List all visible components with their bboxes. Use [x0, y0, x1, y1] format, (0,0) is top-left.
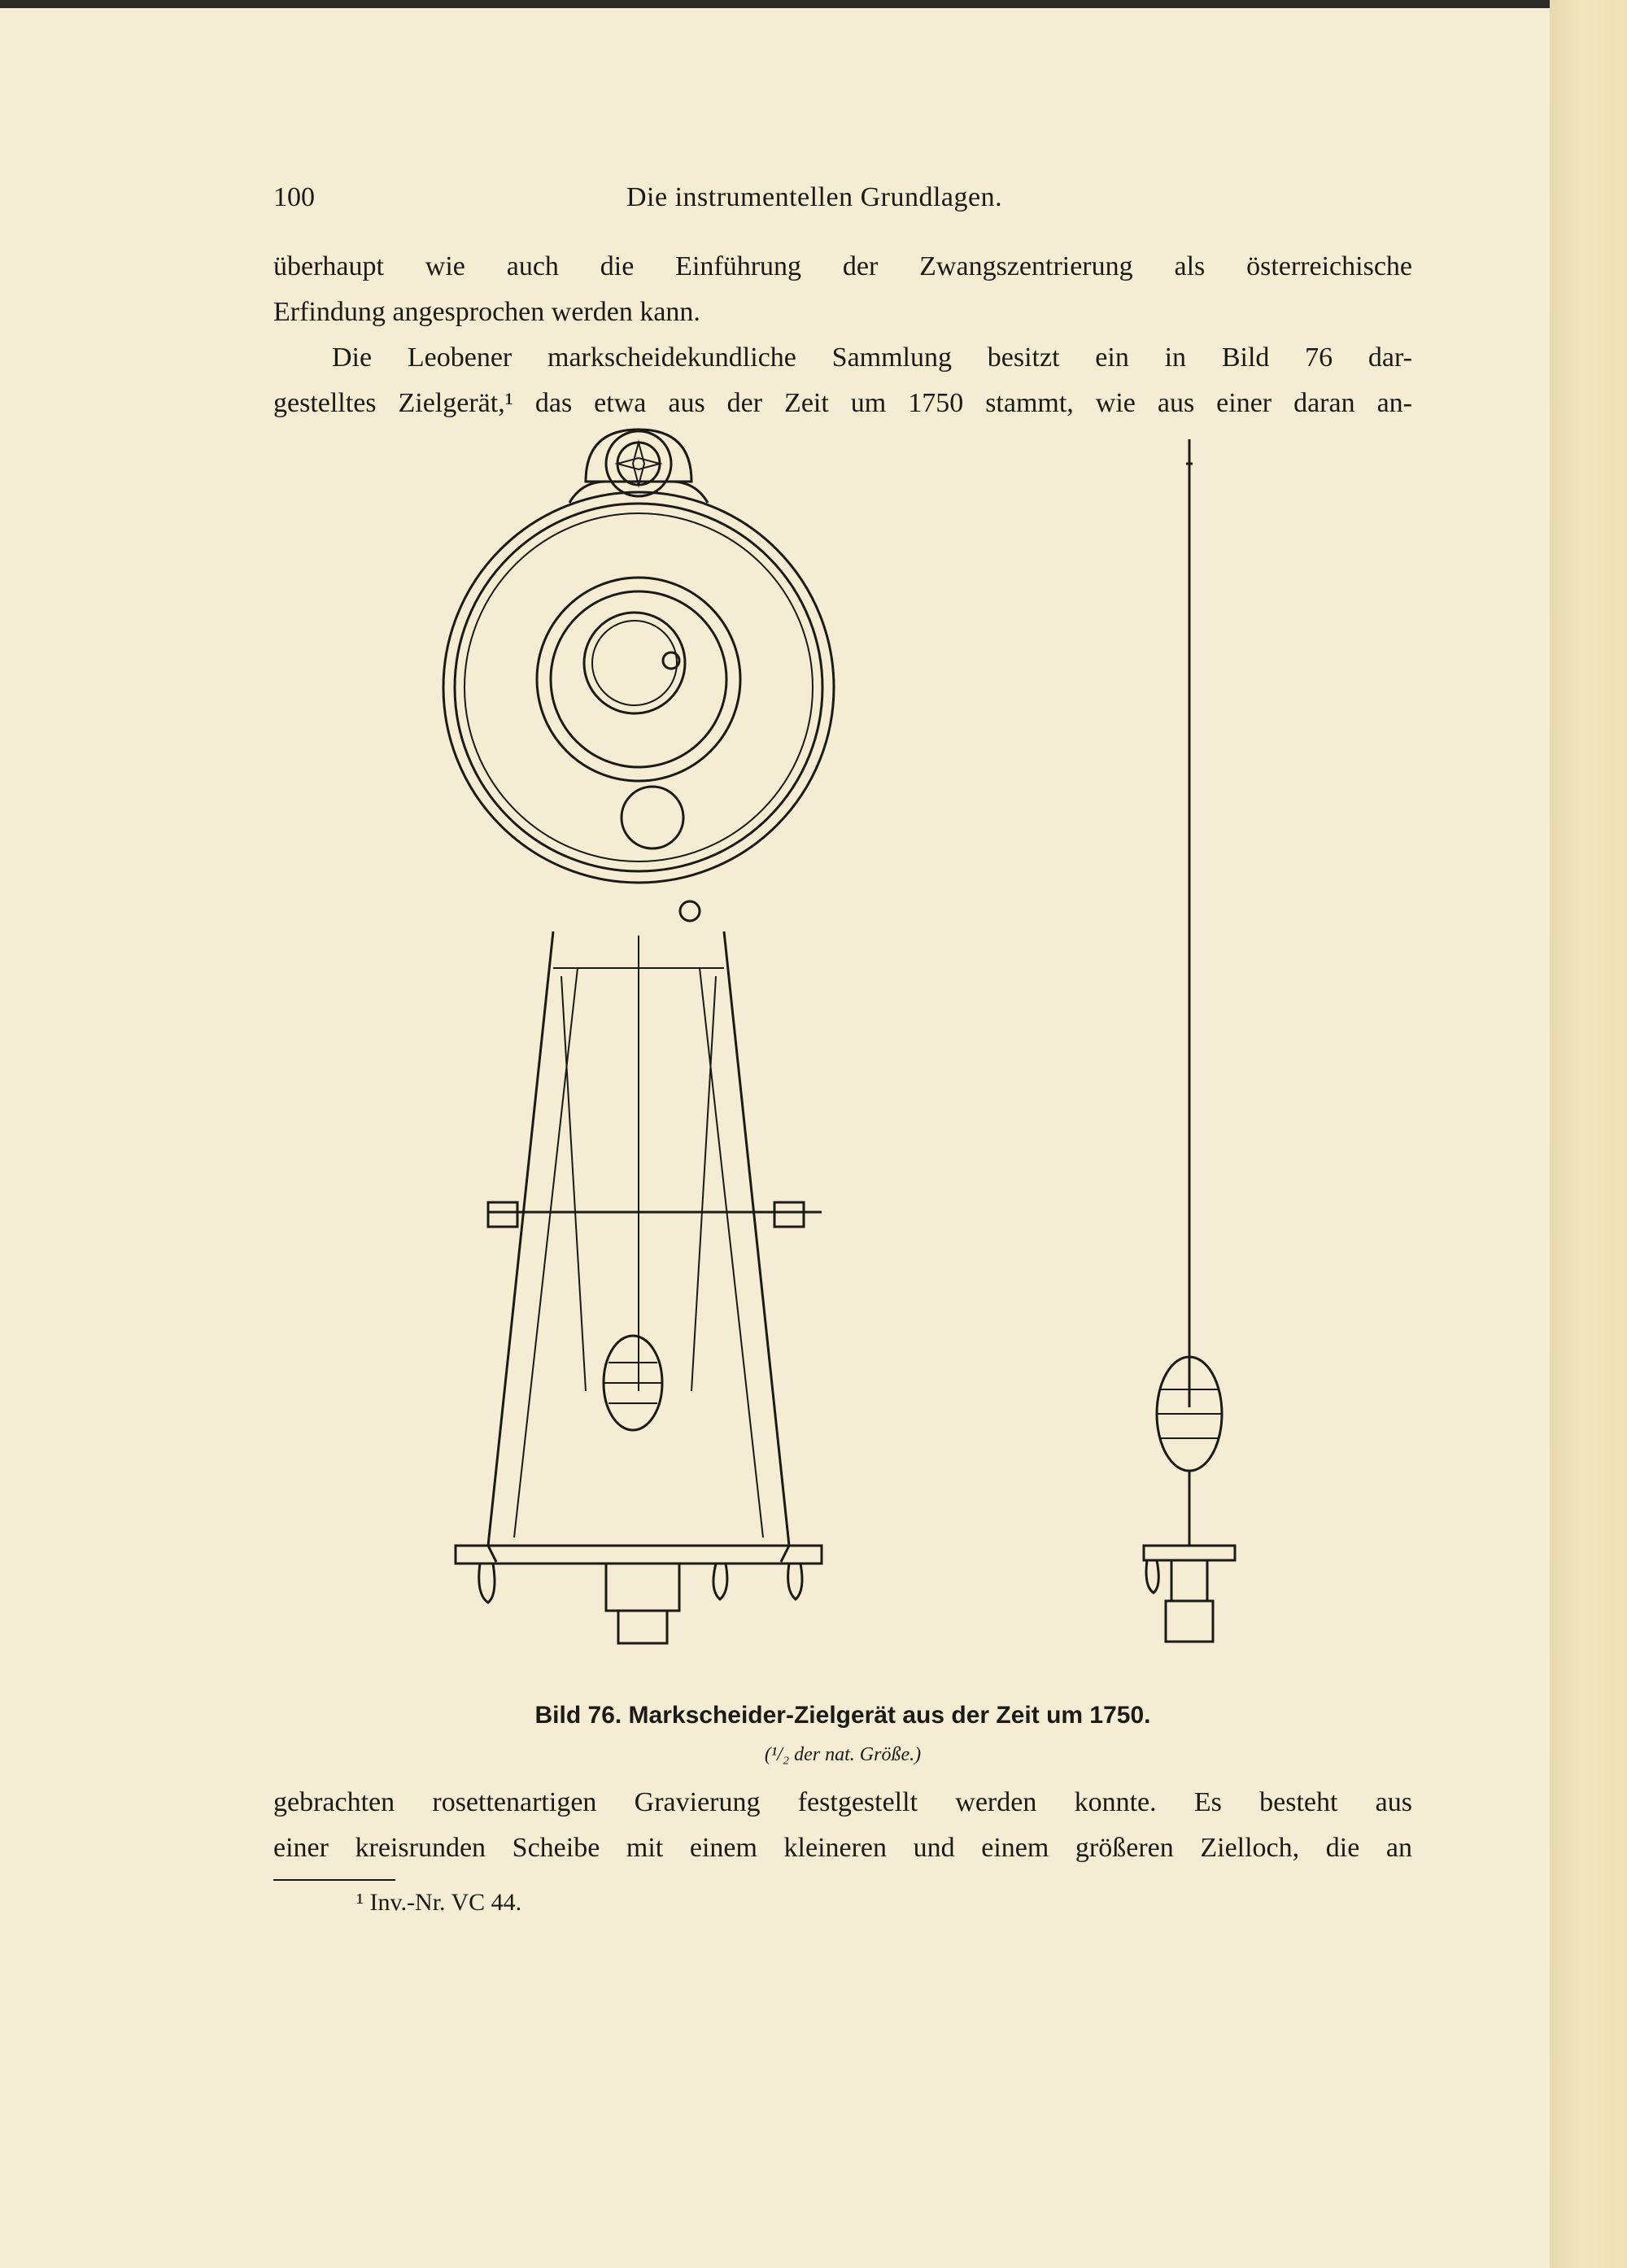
text-line: gebrachten rosettenartigen Gravierung festgestellt werden konnte. Es besteht aus [273, 1787, 1412, 1817]
sighting-disc [443, 492, 834, 921]
text-line: überhaupt wie auch die Einführung der Zwangszentrierung als österreichische [273, 251, 1412, 281]
footnote-rule [273, 1879, 395, 1881]
text-line: Die Leobener markscheidekundliche Sammlung besitzt ein in Bild 76 dar- [332, 342, 1412, 373]
text-line: Erfindung angesprochen werden kann. [273, 297, 700, 327]
side-view [1144, 439, 1235, 1642]
paragraph-3 [273, 1780, 1412, 1871]
text-line: einer kreisrunden Scheibe mit einem kleineren und einem größeren Zielloch, die an [273, 1833, 1412, 1863]
large-sight-hole [622, 787, 683, 848]
figure-sighting-instrument [439, 407, 1334, 1668]
plumb-bob [488, 936, 822, 1430]
figure-caption: Bild 76. Markscheider-Zielgerät aus der Zeit um 1750. [534, 1702, 1151, 1729]
page-header [273, 182, 1412, 228]
footnote: ¹ Inv.-Nr. VC 44. [356, 1889, 522, 1916]
page-edge [1550, 0, 1627, 2268]
running-title: Die instrumentellen Grundlagen. [626, 182, 1003, 212]
text-line: gestelltes Zielgerät,¹ das etwa aus der Zeit um 1750 stammt, wie aus einer daran an- [273, 388, 1412, 418]
paragraph-1 [273, 244, 1412, 335]
figure-scale-note: (¹/₂ der nat. Größe.) [764, 1744, 922, 1765]
page-number: 100 [273, 182, 315, 212]
scan-top-edge [0, 0, 1550, 8]
